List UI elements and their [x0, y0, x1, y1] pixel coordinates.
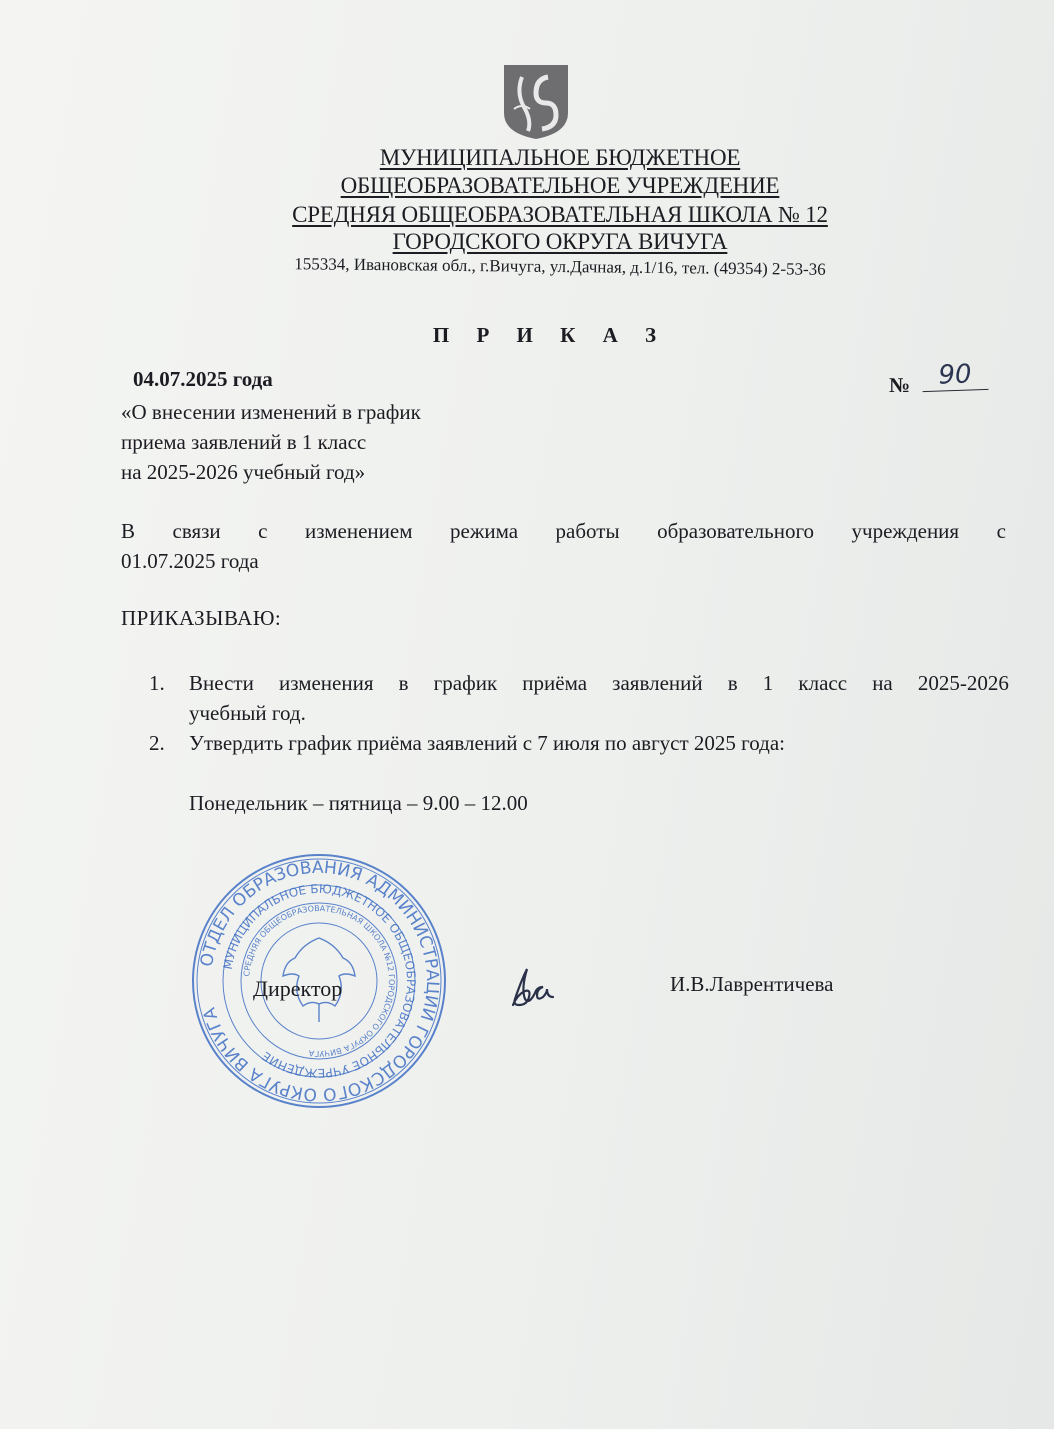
subject-line-3: на 2025-2026 учебный год» — [121, 460, 366, 484]
list-item-word: изменения — [278, 671, 374, 695]
order-date: 04.07.2025 года — [133, 367, 273, 391]
school-address: 155334, Ивановская обл., г.Вичуга, ул.Дачная, д.1/16, тел. (49354) 2-53-36 — [294, 254, 826, 279]
handwritten-signature — [503, 965, 573, 1015]
preamble-word: В — [121, 519, 136, 543]
list-item-line-2: учебный год. — [189, 701, 306, 725]
stamp-middle-ring-text: МУНИЦИПАЛЬНОЕ БЮДЖЕТНОЕ ОБЩЕОБРАЗОВАТЕЛЬНОЕ УЧРЕЖДЕНИЕ — [220, 881, 419, 1081]
preamble-word: с — [996, 519, 1006, 543]
order-word: ПРИКАЗЫВАЮ: — [121, 606, 282, 630]
preamble-word: связи — [172, 519, 221, 543]
preamble-line-1 — [121, 516, 1006, 546]
city-emblem-icon — [502, 63, 570, 141]
preamble-word: с — [258, 519, 268, 543]
subject-line-1: «О внесении изменений в график — [121, 400, 421, 424]
list-item-line-1 — [189, 668, 1009, 698]
header-line-3: СРЕДНЯЯ ОБЩЕОБРАЗОВАТЕЛЬНАЯ ШКОЛА № 12 — [292, 202, 828, 227]
preamble-word: изменением — [305, 519, 413, 543]
list-item-word: 1 — [762, 671, 774, 695]
preamble-word: учреждения — [851, 519, 960, 543]
list-item-word: 2025-2026 — [917, 671, 1009, 695]
list-item-word: класс — [798, 671, 848, 695]
subject-line-2: приема заявлений в 1 класс — [121, 430, 367, 454]
header-line-2: ОБЩЕОБРАЗОВАТЕЛЬНОЕ УЧРЕЖДЕНИЕ — [340, 173, 780, 198]
list-item-word: в — [398, 671, 409, 695]
preamble-line-2: 01.07.2025 года — [121, 549, 259, 573]
signatory-position: Директор — [253, 976, 343, 1001]
list-item-line-1: Утвердить график приёма заявлений с 7 июля по август 2025 года: — [189, 731, 786, 755]
order-number-label: № — [889, 373, 911, 397]
stamp-inner-ring-text: СРЕДНЯЯ ОБЩЕОБРАЗОВАТЕЛЬНАЯ ШКОЛА №12 ГОРОДСКОГО ОКРУГА ВИЧУГА — [242, 903, 397, 1059]
list-item-number: 2. — [149, 731, 165, 755]
preamble-word: образовательного — [657, 519, 815, 543]
order-number-handwritten: 90 — [921, 359, 988, 392]
schedule-hours: Понедельник – пятница – 9.00 – 12.00 — [189, 791, 528, 815]
list-item — [149, 728, 1009, 758]
header-line-1: МУНИЦИПАЛЬНОЕ БЮДЖЕТНОЕ — [379, 145, 741, 170]
list-item-number: 1. — [149, 671, 165, 695]
order-subject — [121, 397, 421, 487]
list-item-word: заявлений — [612, 671, 703, 695]
preamble-word: режима — [450, 519, 519, 543]
list-item-word: Внести — [189, 671, 254, 695]
list-item-word: в — [727, 671, 738, 695]
preamble-word: работы — [555, 519, 620, 543]
stamp-outer-ring-text: ОТДЕЛ ОБРАЗОВАНИЯ АДМИНИСТРАЦИИ ГОРОДСКОГО ОКРУГА ВИЧУГА — [196, 857, 443, 1105]
list-item-word: график — [433, 671, 498, 695]
list-item-word: приёма — [522, 671, 588, 695]
preamble-paragraph — [121, 516, 1006, 576]
list-item — [149, 668, 1009, 728]
order-items-list — [149, 668, 1009, 758]
list-item-word: на — [872, 671, 893, 695]
document-title: П Р И К А З — [432, 323, 668, 347]
director-name: И.В.Лаврентичева — [670, 972, 834, 996]
header-line-4: ГОРОДСКОГО ОКРУГА ВИЧУГА — [392, 229, 728, 254]
